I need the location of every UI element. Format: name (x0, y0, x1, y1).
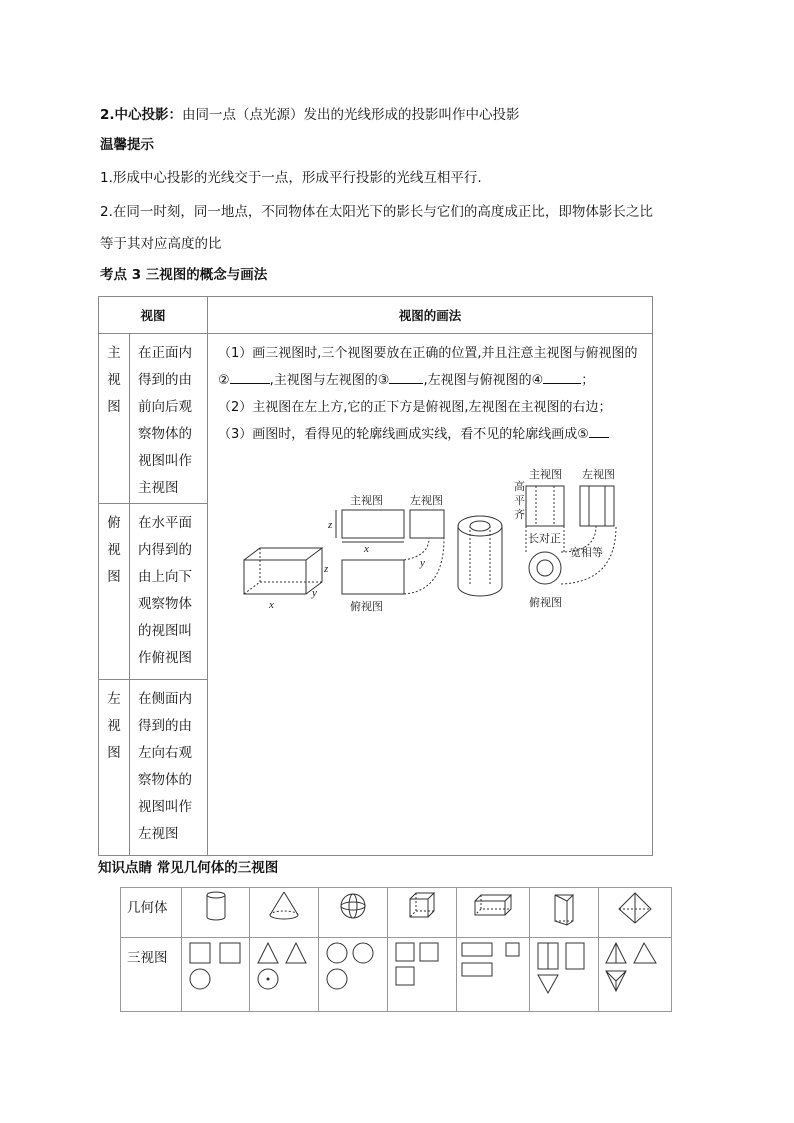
method-line2: （2）主视图在左上方,它的正下方是俯视图,左视图在主视图的右边； (218, 400, 612, 415)
cylinder-views (181, 938, 250, 1012)
section2-text: 由同一点（点光源）发出的光线形成的投影叫作中心投影 (182, 107, 520, 123)
row-label-views: 三视图 (121, 938, 182, 1012)
tips-line1: 1.形成中心投影的光线交于一点，形成平行投影的光线互相平行. (100, 170, 482, 186)
label-left-view: 左视图 (410, 495, 443, 507)
label-y1: y (312, 587, 317, 599)
cuboid-icon (457, 888, 530, 938)
view-desc-main: 在正面内得到的由前向后观察物体的视图叫作主视图 (129, 334, 207, 504)
label-chang: 长对正 (528, 533, 561, 545)
label-gao: 高 (514, 481, 525, 493)
cone-icon (250, 888, 319, 938)
row-label-solid: 几何体 (121, 888, 182, 938)
method-line3: （3）画图时，看得见的轮廓线画成实线，看不见的轮廓线画成⑤ (218, 421, 644, 448)
cuboid-diagram (244, 548, 322, 594)
cube-views (388, 938, 457, 1012)
sphere-views (319, 938, 388, 1012)
view-desc-top: 在水平面内得到的由上向下观察物体的视图叫作俯视图 (129, 504, 207, 680)
label-y2: y (420, 557, 425, 569)
blank-4 (543, 367, 581, 384)
method-line1: （1）画三视图时,三个视图要放在正确的位置,并且注意主视图与俯视图的② ,主视图与左视图的③ ,左视图与俯视图的④ ； (218, 346, 638, 388)
blank-2 (230, 367, 270, 384)
label-top-view2: 俯视图 (529, 597, 562, 609)
knowledge-title: 知识点睛 常见几何体的三视图 (98, 860, 279, 876)
kaodian3-title: 考点 3 三视图的概念与画法 (100, 267, 268, 283)
sphere-icon (319, 888, 388, 938)
three-view-figure (224, 456, 644, 626)
hollow-cylinder-diagram (458, 516, 502, 596)
three-view-table (98, 296, 653, 856)
blank-3 (389, 367, 423, 384)
views-diagram (336, 510, 444, 594)
view-desc-left: 在侧面内得到的由左向右观察物体的视图叫作左视图 (129, 680, 207, 856)
label-top-view: 俯视图 (350, 601, 383, 613)
label-x1: x (269, 599, 274, 611)
tips-line2a: 2.在同一时刻，同一地点，不同物体在太阳光下的影长与它们的高度成正比，即物体影长之比 (100, 204, 653, 220)
label-qi: 齐 (514, 509, 525, 521)
blank-5 (589, 421, 609, 438)
top-view-rect (342, 560, 404, 594)
label-x2: x (364, 543, 369, 555)
view-name-top: 俯视图 (99, 504, 130, 680)
col-header-view: 视图 (99, 297, 208, 334)
view-name-main: 主视图 (99, 334, 130, 504)
tips-line2b: 等于其对应高度的比 (100, 236, 222, 252)
method-cell (208, 334, 653, 856)
main-view-rect (342, 510, 404, 538)
section2-heading: 2.中心投影： (100, 107, 183, 123)
label-z1: z (324, 563, 329, 575)
left-view-rect (410, 510, 444, 538)
section2-line (100, 102, 700, 128)
label-z2: z (328, 519, 333, 531)
triangular-prism-icon (530, 888, 599, 938)
label-kuan: 宽相等 (570, 547, 603, 559)
prism-views (530, 938, 599, 1012)
cylinder-icon (181, 888, 250, 938)
view-name-left: 左视图 (99, 680, 130, 856)
cuboid-views (457, 938, 530, 1012)
tips-title: 温馨提示 (100, 137, 154, 153)
label-left-view2: 左视图 (582, 469, 615, 481)
pyramid-icon (598, 888, 671, 938)
label-ping: 平 (514, 495, 525, 507)
cone-views (250, 938, 319, 1012)
solids-table (120, 887, 672, 1012)
col-header-method: 视图的画法 (208, 297, 653, 334)
pyramid-views (598, 938, 671, 1012)
label-main-view2: 主视图 (529, 469, 562, 481)
cube-icon (388, 888, 457, 938)
label-main-view: 主视图 (350, 495, 383, 507)
